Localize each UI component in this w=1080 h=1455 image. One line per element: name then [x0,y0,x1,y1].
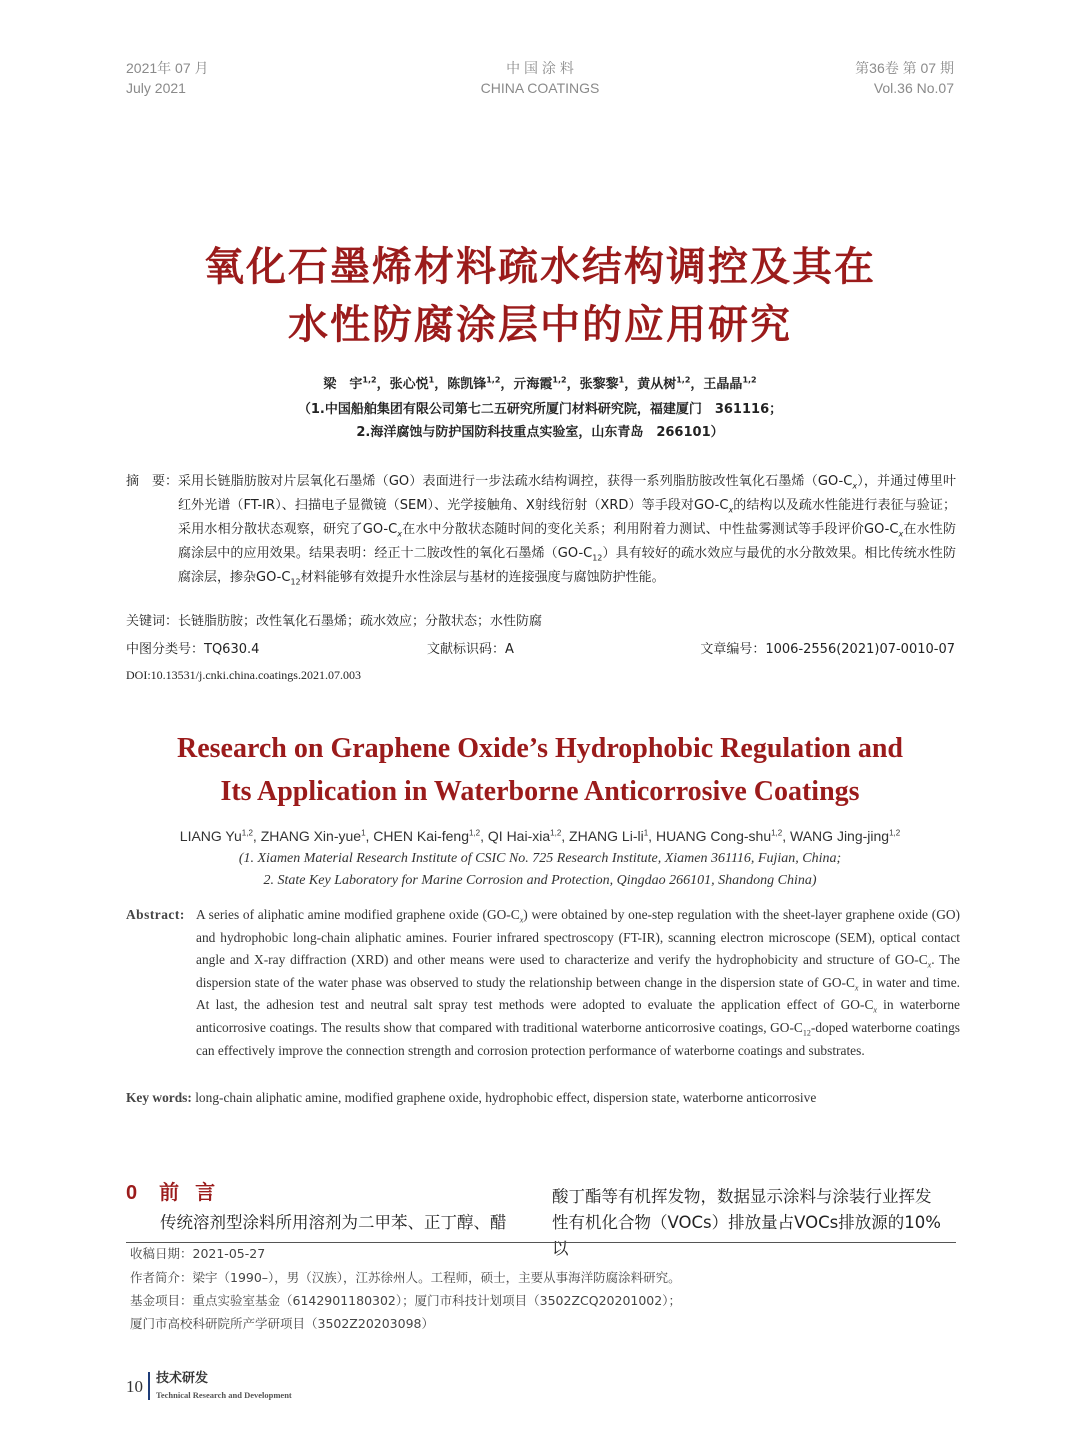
journal-name-cn: 中 国 涂 料 [506,60,574,76]
volume-cn: 第36卷 第 07 期 [855,60,954,76]
abstract-en-label: Abstract: [126,907,185,922]
title-cn [60,238,1020,354]
abstract-cn [126,470,956,590]
author-cn: 王晶晶$^{1,2}$ [703,375,757,392]
author-en: LIANG Yu$^{1,2}$ [179,828,253,844]
author-cn: 梁 宇$^{1,2}$ [323,375,377,392]
running-header-left [126,58,209,98]
journal-name-en: CHINA COATINGS [480,80,600,96]
section-number: 0 [126,1182,138,1204]
issue-date-en: July 2021 [126,80,186,96]
author-cn: 黄从树$^{1,2}$ [637,375,691,392]
author-cn: 亓海霞$^{1,2}$ [513,375,567,392]
footnote-author-bio: 作者简介：梁宇（1990–），男（汉族），江苏徐州人。工程师，硕士，主要从事海洋防腐涂料研究。 [130,1270,681,1285]
footer-section-en: Technical Research and Development [156,1390,292,1400]
doi: DOI:10.13531/j.cnki.china.coatings.2021.07.003 [126,668,361,682]
footnote-divider [126,1242,956,1243]
affiliation-en: (1. Xiamen Material Research Institute of CSIC No. 725 Research Institute, Xiamen 361116, Fujian, China; 2. State Key Laboratory for Marine Corrosion and Protection, Qingdao 266101, Shandong China) [238,851,842,888]
author-list-cn: 梁 宇$^{1,2}$，张心悦$^1$，陈凯锋$^{1,2}$，亓海霞$^{1,2}$，张黎黎$^1$，黄从树$^{1,2}$，王晶晶$^{1,2}$ [323,375,757,392]
body-text-right-column: 酸丁酯等有机挥发物，数据显示涂料与涂装行业挥发 性有机化合物（VOCs）排放量占VOCs排放源的10%以 [552,1187,941,1258]
abstract-cn-text: 采用长链脂肪胺对片层氧化石墨烯（GO）表面进行一步法疏水结构调控，获得一系列脂肪胺改性氧化石墨烯$(GO-C_x)$，并通过傅里叶红外光谱（FT-IR）、扫描电子显微镜（SEM）、光学接触角、X射线衍射（XRD）等手段对$GO-C_x$的结构以及疏水性能进行表征与验证；采用水相分散状态观察，研究了$GO-C_x$在水中分散状态随时间的变化关系；利用附着力测试、中性盐雾测试等手段评价$GO-C_x$在水性防腐涂层中的应用效果。结果表明：经正十二胺改性的氧化石墨烯$(GO-C_{12})$具有较好的疏水效应与最优的水分散效果。相比传统水性防腐涂层，掺杂$GO-C_{12}$材料能够有效提升水性涂层与基材的连接强度与腐蚀防护性能。 [178,474,956,587]
keywords-en-label: Key words: [126,1090,192,1105]
issue-date-cn: 2021年 07 月 [126,60,209,76]
article-number: 文章编号：1006-2556(2021)07-0010-07 [700,642,955,657]
clc-number: 中图分类号：TQ630.4 [126,642,260,657]
author-en: ZHANG $Li-li^1$ [569,828,649,844]
author-en: QI Hai-xia$^{1,2}$ [487,828,562,844]
section-heading [126,1178,231,1207]
abstract-en-text: A series of aliphatic amine modified graphene oxide $(GO-C_x)$ were obtained by one-step regulation with the sheet-layer graphene oxide (GO) and hydrophobic long-chain aliphatic amines. Fourier infrared spectroscopy (FT-IR), scanning electron microscope (SEM), optical contact angle and X-ray diffraction (XRD) and other means were used to characterize and verify the hydrophobicity and structure of $GO-C_x$. The dispersion state of the water phase was observed to study the relationship between change in the dispersion state of $GO-C_x$ in water and time. At last, the adhesion test and neutral salt spray test methods were adopted to evaluate the application effect of $GO-C_x$ in waterborne anticorrosive coatings. The results show that compared with traditional waterborne anticorrosive coatings, $GO-C_{12}$-doped waterborne coatings can effectively improve the connection strength and corrosion protection performance of waterborne coatings and substrates. [196,907,961,1058]
page-number: 10 [126,1377,143,1396]
author-en: WANG Jing-jing$^{1,2}$ [790,828,901,844]
author-list-en: LIANG Yu$^{1,2}$, ZHANG Xin-yue$^1$, CHEN Kai-feng$^{1,2}$, QI Hai-xia$^{1,2}$, ZHANG $Li-li^1$, HUANG Cong-shu$^{1,2}$, WANG Jing-jing$^{1,2}$ [179,828,901,844]
footnote-fund: 基金项目：重点实验室基金（6142901180302）；厦门市科技计划项目（3502ZCQ20201002）； [130,1293,681,1308]
author-en: ZHANG Xin-yue$^1$ [260,828,366,844]
title-en-line1: Research on Graphene Oxide’s Hydrophobic Regulation and [176,733,903,764]
keywords-cn [126,612,542,632]
body-text-left-column: 传统溶剂型涂料所用溶剂为二甲苯、正丁醇、醋 [160,1213,507,1232]
title-en-line2: Its Application in Waterborne Anticorrosive Coatings [220,776,860,807]
footnote-received: 收稿日期：2021-05-27 [130,1246,266,1261]
volume-en: Vol.36 No.07 [873,80,954,96]
keywords-en-text: long-chain aliphatic amine, modified graphene oxide, hydrophobic effect, dispersion state, waterborne anticorrosive [195,1090,817,1105]
keywords-cn-text: 长链脂肪胺；改性氧化石墨烯；疏水效应；分散状态；水性防腐 [178,614,543,629]
author-cn: 陈凯锋$^{1,2}$ [447,375,501,392]
footer-section-cn: 技术研发 [156,1371,209,1386]
document-code: 文献标识码：A [427,642,514,657]
keywords-cn-label: 关键词： [126,614,179,629]
title-cn-line1: 氧化石墨烯材料疏水结构调控及其在 [204,244,876,290]
running-header-center [340,58,740,98]
section-title: 前言 [159,1180,232,1204]
author-cn: 张黎黎$^1$ [579,375,625,392]
affiliation-cn: （1.中国船舶集团有限公司第七二五研究所厦门材料研究院，福建厦门 361116； 2.海洋腐蚀与防护国防科技重点实验室，山东青岛 266101） [297,402,783,440]
footnote-fund-cont: 厦门市高校科研院所产学研项目（3502Z20203098） [130,1316,434,1331]
footer-divider-bar [148,1372,150,1400]
title-en [60,727,1020,813]
title-cn-line2: 水性防腐涂层中的应用研究 [288,302,792,348]
abstract-cn-label: 摘 要： [126,474,179,489]
running-header-right [855,58,954,98]
abstract-en [126,904,960,1062]
author-en: CHEN Kai-feng$^{1,2}$ [373,828,481,844]
keywords-en [126,1087,816,1109]
author-en: HUANG Cong-shu$^{1,2}$ [655,828,783,844]
author-cn: 张心悦$^1$ [389,375,435,392]
